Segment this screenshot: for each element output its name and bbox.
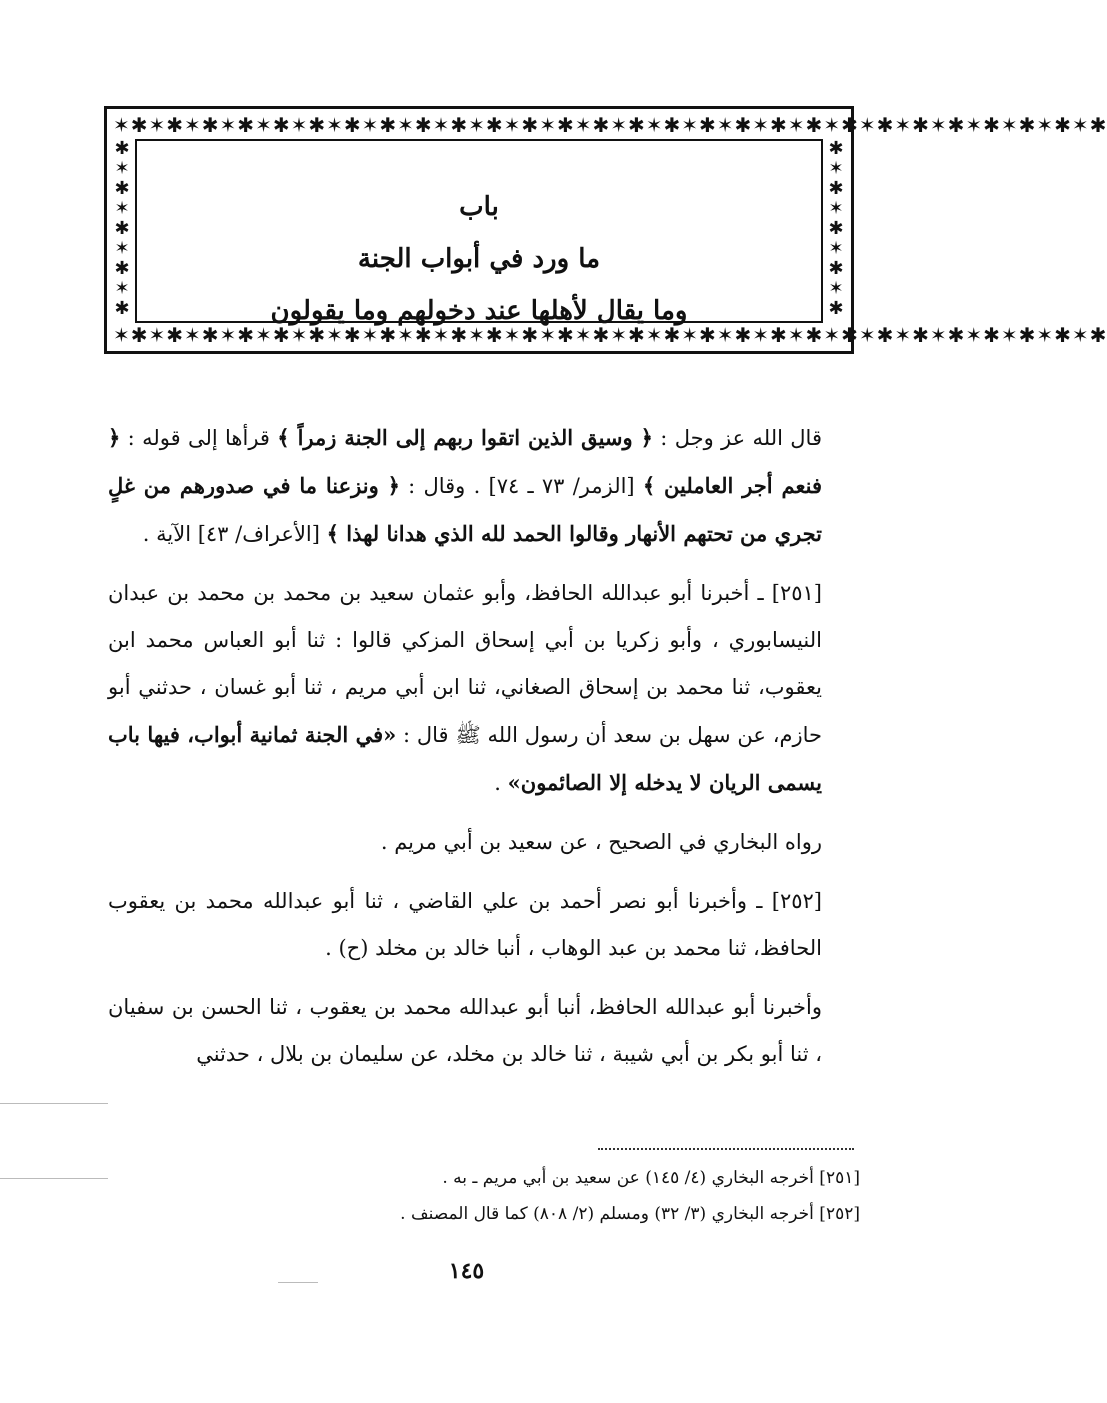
scan-artifact-line [0, 1178, 108, 1179]
quran-ref-1: [الزمر/ ٧٣ ـ ٧٤] . وقال : [399, 474, 643, 498]
footnote-251: [٢٥١] أخرجه البخاري (٤/ ١٤٥) عن سعيد بن أبي مريم ـ به . [442, 1168, 860, 1188]
ornament-border-bottom: ✶✱✶✱✶✱✶✱✶✱✶✱✶✱✶✱✶✱✶✱✶✱✶✱✶✱✶✱✶✱✶✱✶✱✶✱✶✱✶✱✶✱✶✱✶✱✶✱✶✱✶✱✶✱✶✱ [113, 323, 1107, 347]
footnotes [200, 1160, 860, 1232]
hadith-251-text: «في الجنة ثمانية أبواب، فيها باب يسمى الريان لا يدخله إلا الصائمون» [108, 722, 822, 795]
hadith-251-end: . [494, 771, 508, 795]
quran-quote-2: ﴿ فنعم أجر العاملين ﴾ [108, 425, 822, 498]
chapter-title-line-1: باب [459, 192, 499, 222]
quran-quote-3: ﴿ ونزعنا ما في صدورهم من غلٍ تجري من تحتهم الأنهار وقالوا الحمد لله الذي هدانا لهذا ﴾ [108, 473, 822, 546]
hadith-251-paragraph [108, 570, 860, 807]
quran-ref-2: [الأعراف/ ٤٣] الآية . [142, 522, 327, 546]
ornament-border-left: ✱ ✶ ✱ ✶ ✱ ✶ ✱ ✶ ✱ [114, 138, 130, 319]
page-number: ١٤٥ [448, 1258, 485, 1284]
chapter-title [137, 181, 821, 337]
hadith-251-source-note: رواه البخاري في الصحيح ، عن سعيد بن أبي مريم . [380, 830, 822, 854]
footnote-separator [598, 1148, 854, 1150]
intro-paragraph [108, 414, 860, 558]
intro-lead: قال الله عز وجل : [652, 426, 822, 450]
ornament-border-right: ✱ ✶ ✱ ✶ ✱ ✶ ✱ ✶ ✱ [828, 138, 844, 319]
hadith-252-second-chain: وأخبرنا أبو عبدالله الحافظ، أنبا أبو عبدالله محمد بن يعقوب ، ثنا الحسن بن سفيان ، ثنا أبو بكر بن أبي شيبة ، ثنا خالد بن مخلد، عن سليمان بن بلال ، حدثني [108, 995, 822, 1066]
chapter-title-line-3: وما يقال لأهلها عند دخولهم وما يقولون [270, 296, 688, 326]
hadith-252-paragraph: [٢٥٢] ـ وأخبرنا أبو نصر أحمد بن علي القاضي ، ثنا أبو عبدالله محمد بن يعقوب الحافظ، ثنا محمد بن عبد الوهاب ، أنبا خالد بن مخلد (ح) . [108, 889, 822, 960]
intro-mid: قرأها إلى قوله : [120, 426, 278, 450]
title-inner-box [135, 139, 823, 326]
footnote-252: [٢٥٢] أخرجه البخاري (٣/ ٣٢) ومسلم (٢/ ٨٠٨) كما قال المصنف . [400, 1204, 860, 1224]
scan-artifact-line [0, 1103, 108, 1104]
chapter-title-line-2: ما ورد في أبواب الجنة [357, 244, 601, 274]
title-frame [104, 106, 1107, 354]
main-text [108, 414, 860, 1090]
quran-quote-1: ﴿ وسيق الذين اتقوا ربهم إلى الجنة زمراً ﴾ [277, 425, 653, 450]
hadith-251-chain: [٢٥١] ـ أخبرنا أبو عبدالله الحافظ، وأبو عثمان سعيد بن محمد بن محمد بن عبدان النيسابوري ، وأبو زكريا بن أبي إسحاق المزكي قالوا : ثنا أبو العباس محمد ابن يعقوب، ثنا محمد بن إسحاق الصغاني، ثنا ابن أبي مريم ، ثنا أبو غسان ، حدثني أبو حازم، عن سهل بن سعد أن رسول الله ﷺ قال : [108, 581, 822, 747]
ornament-border-top: ✶✱✶✱✶✱✶✱✶✱✶✱✶✱✶✱✶✱✶✱✶✱✶✱✶✱✶✱✶✱✶✱✶✱✶✱✶✱✶✱✶✱✶✱✶✱✶✱✶✱✶✱✶✱✶✱ [113, 113, 1107, 137]
